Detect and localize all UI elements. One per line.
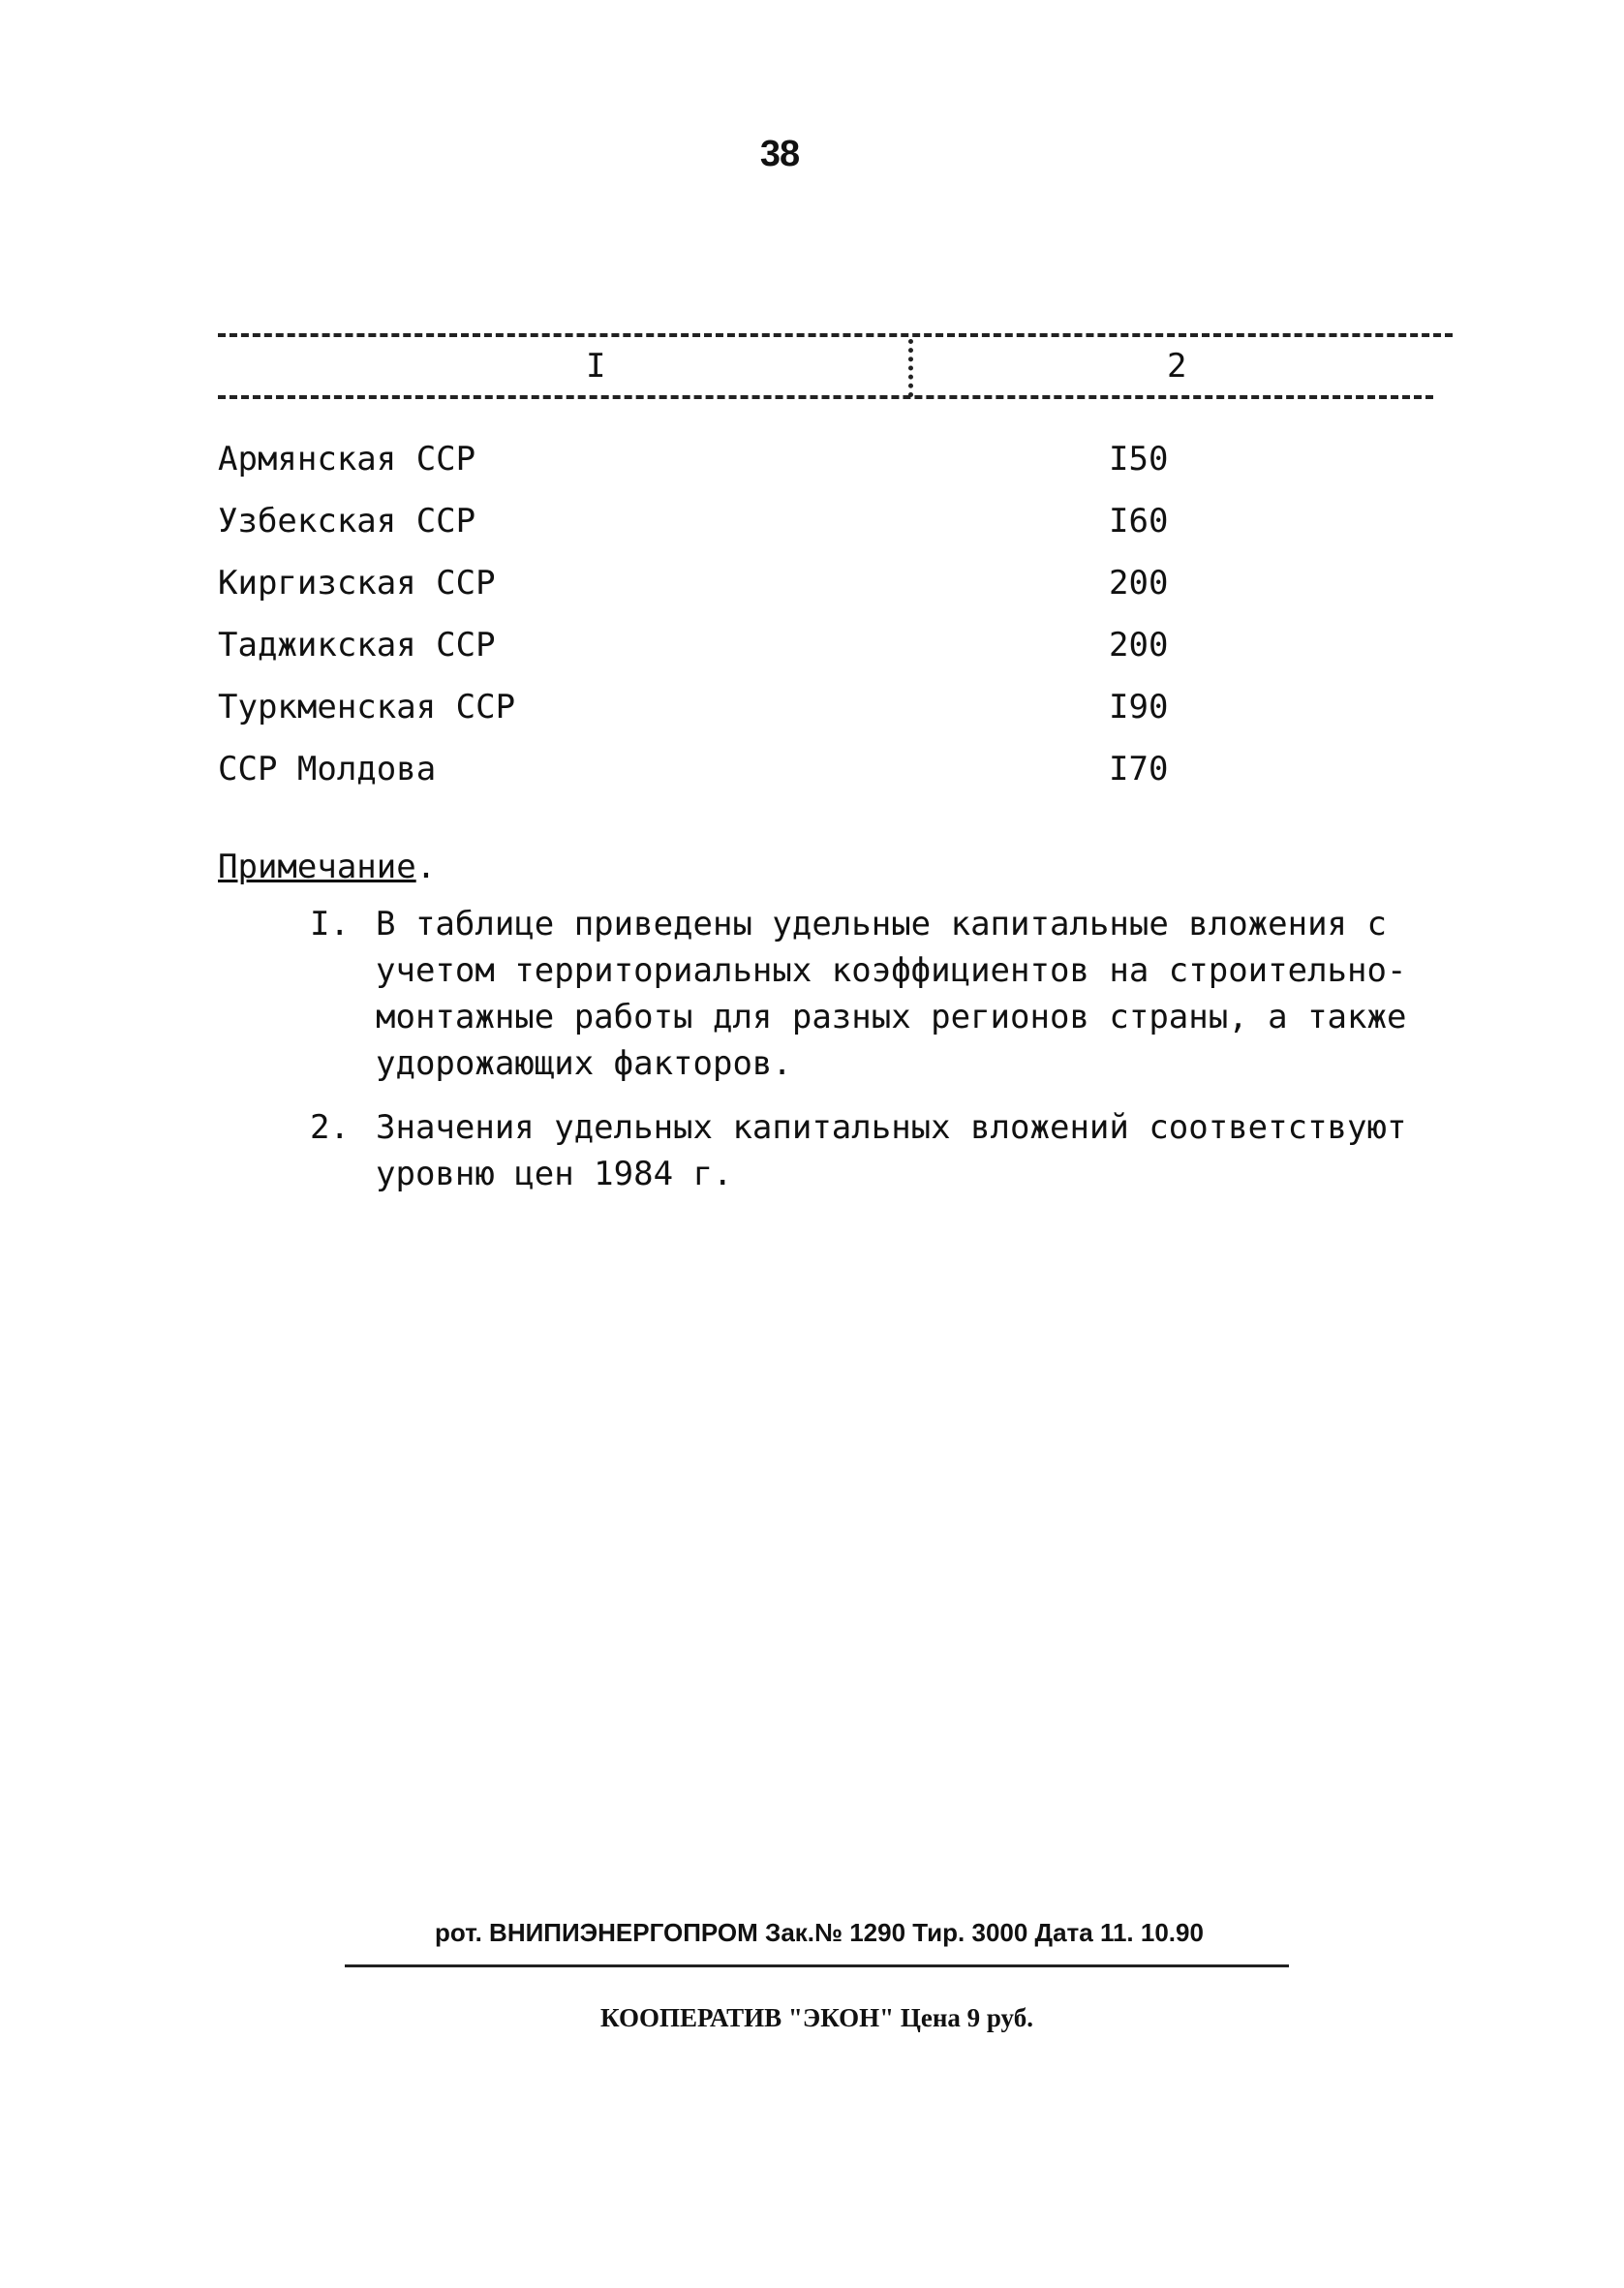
region-name: Киргизская ССР [218, 564, 496, 603]
column-header-2: 2 [1167, 347, 1187, 386]
note-heading [218, 845, 436, 889]
note-item [310, 1104, 1414, 1197]
region-value: 200 [1109, 626, 1169, 665]
note-text: В таблице приведены удельные капитальные вложения с учетом территориальных коэффициентов на строительно-монтажные работы для разных регионов страны, а также удорожающих факторов. [376, 905, 1407, 1083]
table-top-rule [218, 333, 1453, 337]
note-text: Значения удельных капитальных вложений соответствуют уровню цен 1984 г. [376, 1108, 1407, 1193]
table-row [218, 621, 1453, 683]
page-number: 38 [759, 134, 800, 174]
region-value: 200 [1109, 564, 1169, 603]
table-header [218, 325, 1453, 413]
column-header-1: I [586, 347, 606, 386]
table-row [218, 683, 1453, 745]
print-colophon: рот. ВНИПИЭНЕРГОПРОМ Зак.№ 1290 Тир. 3000 Дата 11. 10.90 [435, 1918, 1204, 1947]
region-value: I50 [1109, 440, 1169, 479]
column-divider [908, 339, 913, 397]
note-heading-text: Примечание [218, 848, 416, 886]
region-name: Таджикская ССР [218, 626, 496, 665]
note-list [310, 901, 1414, 1215]
region-value: I60 [1109, 502, 1169, 541]
table-row [218, 559, 1453, 621]
table-row [218, 745, 1453, 807]
region-value: I90 [1109, 688, 1169, 727]
publisher-line: КООПЕРАТИВ "ЭКОН" Цена 9 руб. [600, 2003, 1033, 2032]
colophon-rule [345, 1964, 1289, 1967]
table-row [218, 435, 1453, 497]
note-number: 2. [310, 1108, 350, 1147]
region-name: Армянская ССР [218, 440, 476, 479]
region-value: I70 [1109, 750, 1169, 788]
region-name: ССР Молдова [218, 750, 437, 788]
table-row [218, 497, 1453, 559]
note-number: I. [310, 905, 350, 943]
note-item [310, 901, 1414, 1087]
table-header-rule [218, 395, 1433, 399]
table-body [218, 435, 1453, 807]
note-heading-suffix: . [415, 848, 437, 886]
region-name: Узбекская ССР [218, 502, 476, 541]
region-name: Туркменская ССР [218, 688, 516, 727]
